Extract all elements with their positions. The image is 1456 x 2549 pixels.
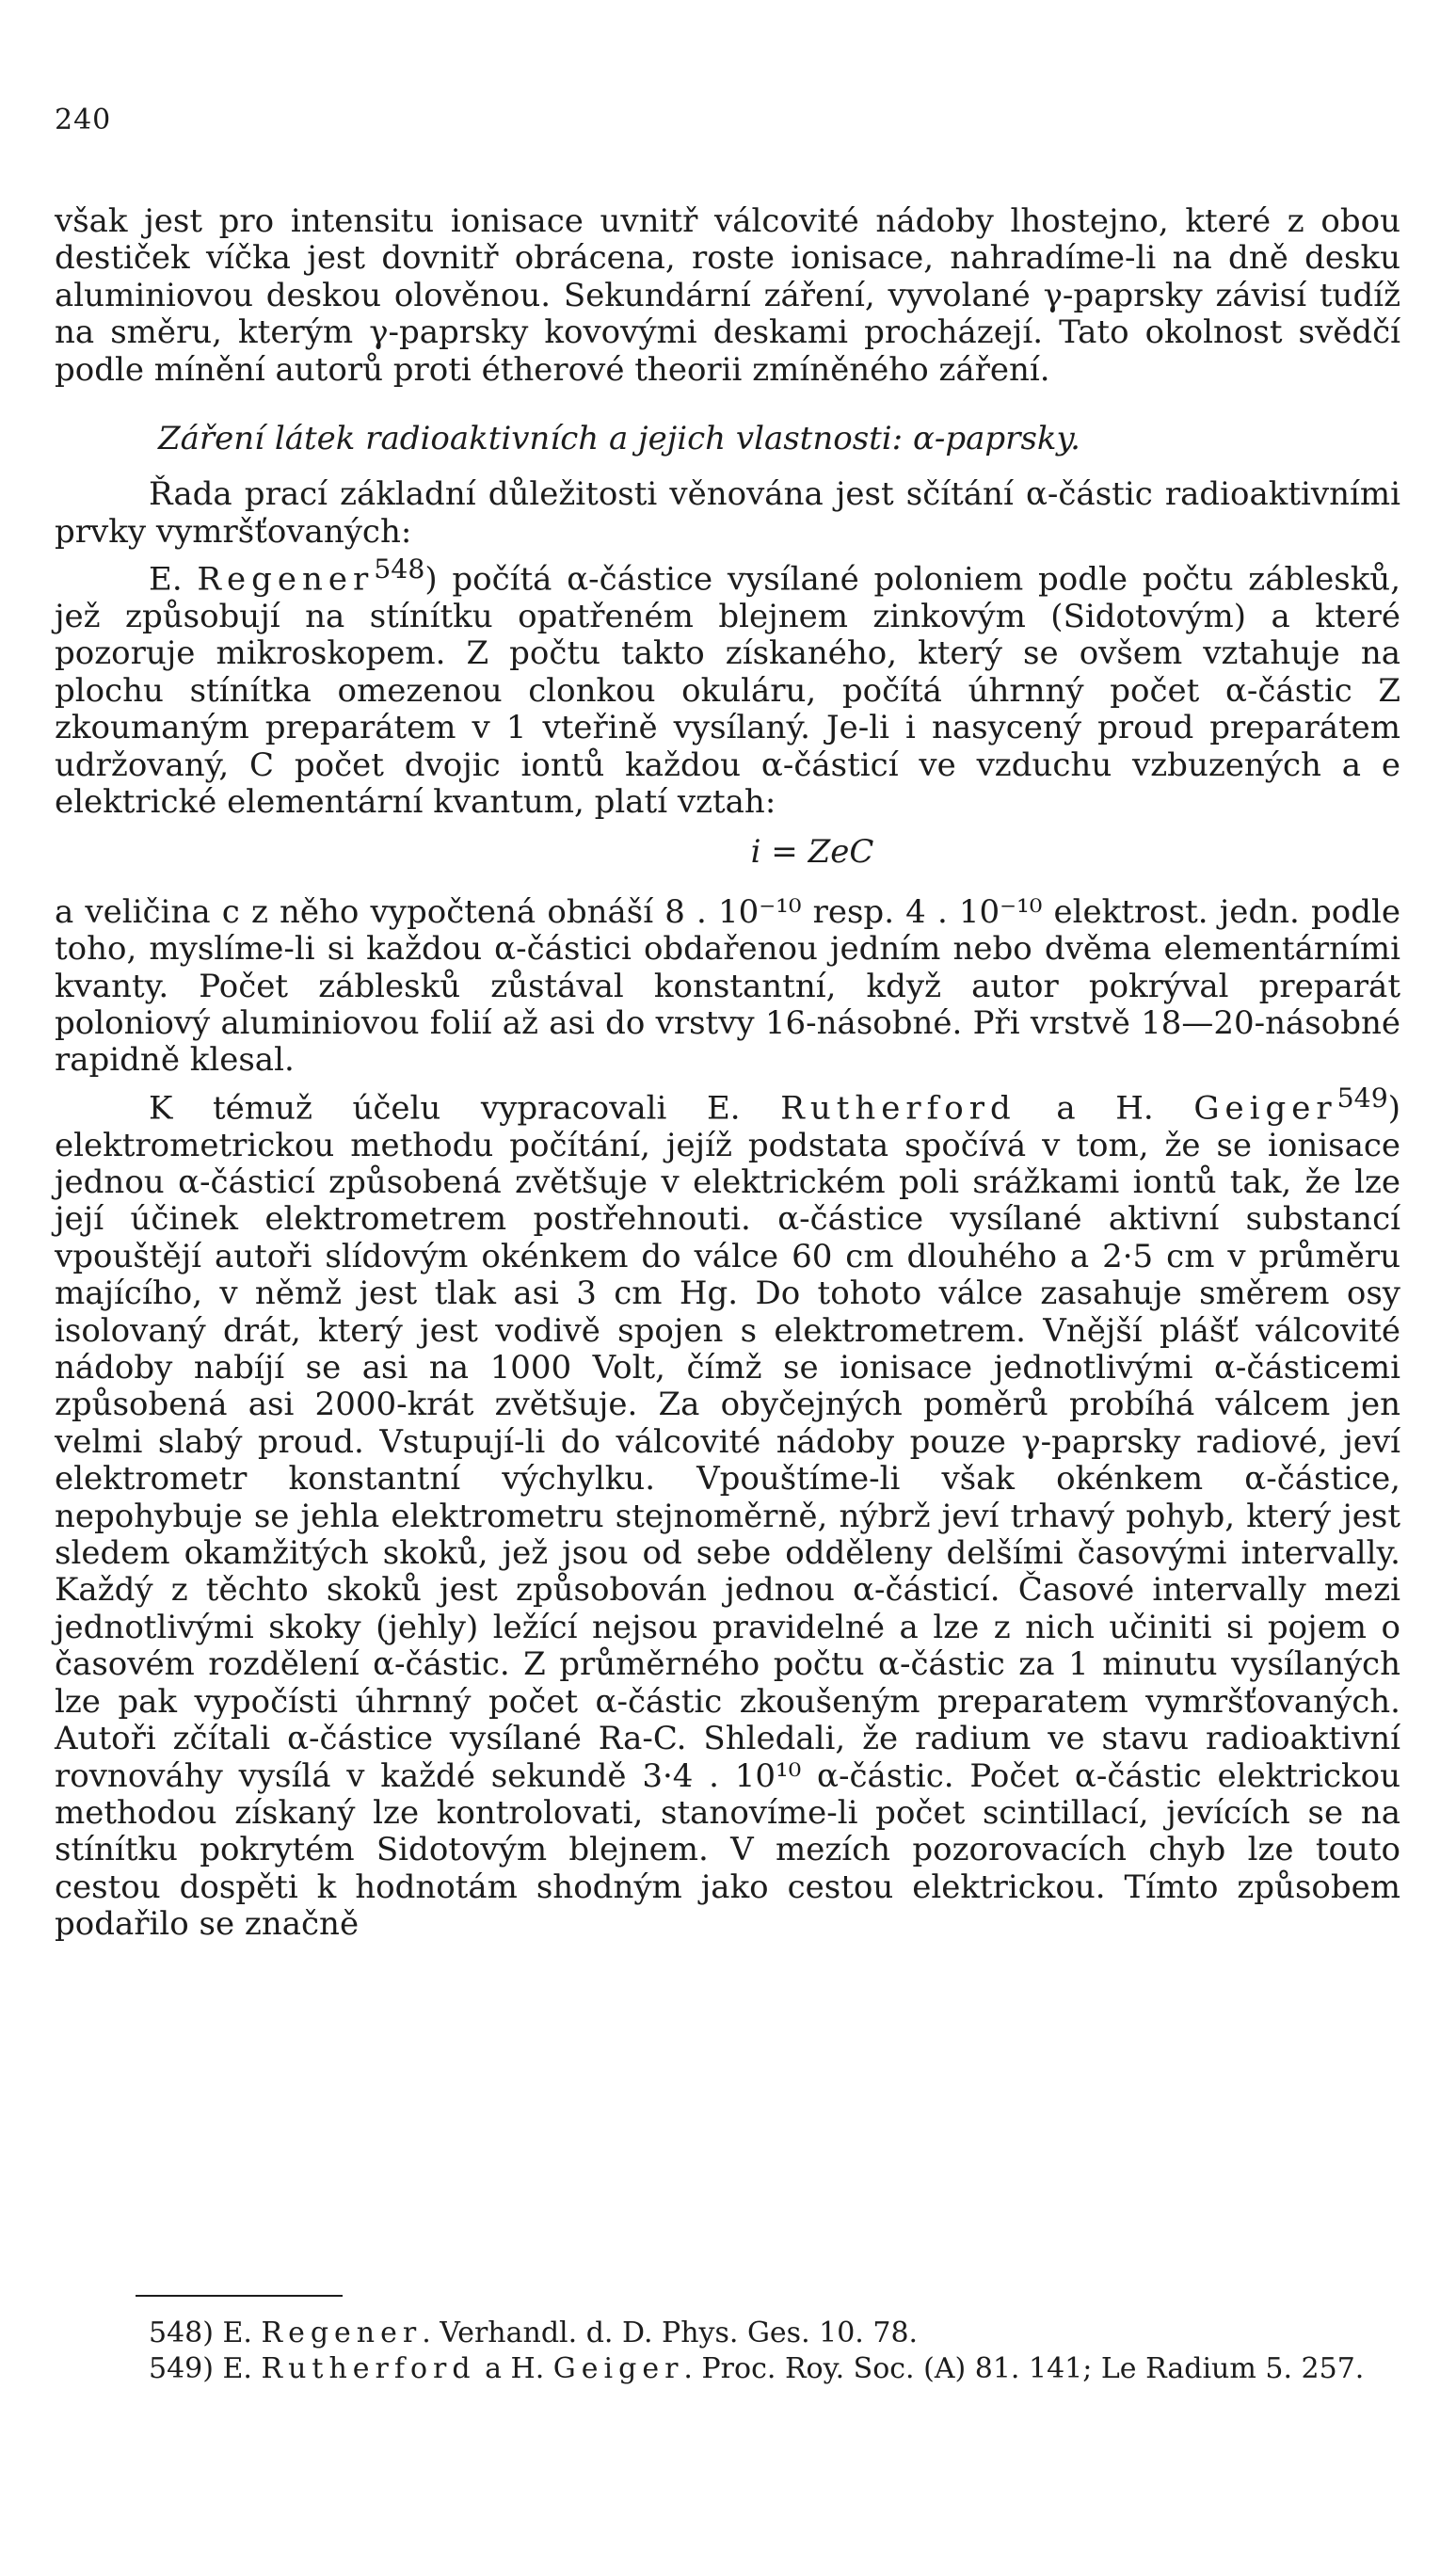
footnote-author: Rutherford bbox=[261, 2352, 476, 2385]
footnote-conj: a H. bbox=[475, 2352, 553, 2385]
paragraph-result: a veličina c z něho vypočtená obnáší 8 . 10⁻¹⁰ resp. 4 . 10⁻¹⁰ elektrost. jedn. podle toho, myslíme-li si každou α-částici obdařenou jedním nebo dvěma elementárními kvanty. Počet záblesků zůstával konstantní, když autor pokrýval preparát poloniový aluminiovou folií až asi do vrstvy 16-násobné. Při vrstvě 18—20-násobné rapidně klesal. bbox=[55, 892, 1400, 1080]
paragraph-continuation: však jest pro intensitu ionisace uvnitř válcovité nádoby lhostejno, které z obou destiček víčka jest dovnitř obrácena, roste ionisace, nahradíme-li na dně desku aluminiovou deskou olověnou. Sekundární záření, vyvolané γ-paprsky závisí tudíž na směru, kterým γ-paprsky kovovými deskami procházejí. Tato okolnost svědčí podle mínění autorů proti étherové theorii zmíněného záření. bbox=[55, 202, 1400, 389]
footnote-548 bbox=[55, 2317, 1400, 2349]
document-page bbox=[55, 0, 1400, 2549]
footnote-initial: E. bbox=[222, 2317, 262, 2349]
footnote-citation: . Verhandl. d. D. Phys. Ges. 10. 78. bbox=[422, 2317, 919, 2349]
main-text bbox=[55, 203, 1400, 1944]
author-conj: a H. bbox=[1016, 1089, 1194, 1128]
paragraph-rutherford bbox=[55, 1080, 1400, 1944]
paragraph-rutherford-lead: K témuž účelu vypracovali E. bbox=[149, 1089, 781, 1128]
footnote-ref-549: 549 bbox=[1336, 1082, 1388, 1114]
section-heading: Záření látek radioaktivních a jejich vlastnosti: α-paprsky. bbox=[158, 420, 1080, 458]
footnote-number: 549) bbox=[149, 2352, 223, 2385]
paragraph-rutherford-text: ) elektrometrickou methodu počítání, jejíž podstata spočívá v tom, že se ionisace jednou α-částicí způsobená zvětšuje v elektrickém poli srážkami iontů tak, že lze její účinek elektrometrem postřehnouti. α-částice vysílané aktivní substancí vpouštějí autoři slídovým okénkem do válce 60 cm dlouhého a 2·5 cm v průměru majícího, v němž jest tlak asi 3 cm Hg. Do tohoto válce zasahuje směrem osy isolovaný drát, který jest vodivě spojen s elektrometrem. Vnější plášť válcovité nádoby nabíjí se asi na 1000 Volt, čímž se ionisace jednotlivými α-částicemi způsobená asi 2000-krát zvětšuje. Za obyčejných poměrů probíhá válcem jen velmi slabý proud. Vstupují-li do válcovité nádoby pouze γ-paprsky radiové, jeví elektrometr konstantní výchylku. Vpouštíme-li však okénkem α-částice, nepohybuje se jehla elektrometru stejnoměrně, nýbrž jeví trhavý pohyb, který jest sledem okamžitých skoků, jež jsou od sebe odděleny delšími časovými intervally. Každý z těchto skoků jest způsobován jednou α-částicí. Časové intervally mezi jednotlivými skoky (jehly) ležící nejsou pravidelné a lze z nich učiniti si pojem o časovém rozdělení α-částic. Z průměrného počtu α-částic za 1 minutu vysílaných lze pak vypočísti úhrnný počet α-částic zkoušeným preparatem vymršťovaných. Autoři zčítali α-částice vysílané Ra-C. Shledali, že radium ve stavu radioaktivní rovnováhy vysílá v každé sekundě 3·4 . 10¹⁰ α-částic. Počet α-částic elektrickou methodou získaný lze kontrolovati, stanovíme-li počet scintillací, jevících se na stínítku pokrytém Sidotovým blejnem. V mezích pozorovacích chyb lze touto cestou dospěti k hodnotám shodným jako cestou elektrickou. Tímto způsobem podařilo se značně bbox=[55, 1089, 1400, 1944]
paragraph-regener bbox=[55, 551, 1400, 821]
author-name-rutherford: Rutherford bbox=[780, 1089, 1016, 1128]
footnote-citation: . Proc. Roy. Soc. (A) 81. 141; Le Radium 5. 257. bbox=[683, 2352, 1365, 2385]
footnotes bbox=[55, 2317, 1400, 2389]
footnote-number: 548) bbox=[149, 2317, 223, 2349]
footnote-ref-548: 548 bbox=[374, 553, 425, 585]
author-initial: E. bbox=[149, 560, 198, 599]
footnote-initial: E. bbox=[222, 2352, 262, 2385]
footnote-author-2: Geiger bbox=[552, 2352, 684, 2385]
footnote-author: Regener bbox=[261, 2317, 423, 2349]
footnote-549 bbox=[55, 2353, 1400, 2385]
author-name-regener: Regener bbox=[197, 560, 375, 599]
page-number: 240 bbox=[55, 104, 112, 136]
author-name-geiger: Geiger bbox=[1193, 1089, 1337, 1128]
paragraph-regener-text: ) počítá α-částice vysílané poloniem podle počtu záblesků, jež způsobují na stínítku opatřeném blejnem zinkovým (Sidotovým) a které pozoruje mikroskopem. Z počtu takto získaného, který se ovšem vztahuje na plochu stínítka omezenou clonkou okuláru, počítá úhrnný počet α-částic Z zkoumaným preparátem v 1 vteřině vysílaný. Je-li i nasycený proud preparátem udržovaný, C počet dvojic iontů každou α-částicí ve vzduchu vzbuzených a e elektrické elementární kvantum, platí vztah: bbox=[55, 560, 1401, 822]
footnote-divider bbox=[136, 2295, 343, 2297]
formula: i = ZeC bbox=[750, 833, 874, 872]
paragraph-intro: Řada prací základní důležitosti věnována jest sčítání α-částic radioaktivními prvky vymršťovaných: bbox=[55, 475, 1400, 551]
